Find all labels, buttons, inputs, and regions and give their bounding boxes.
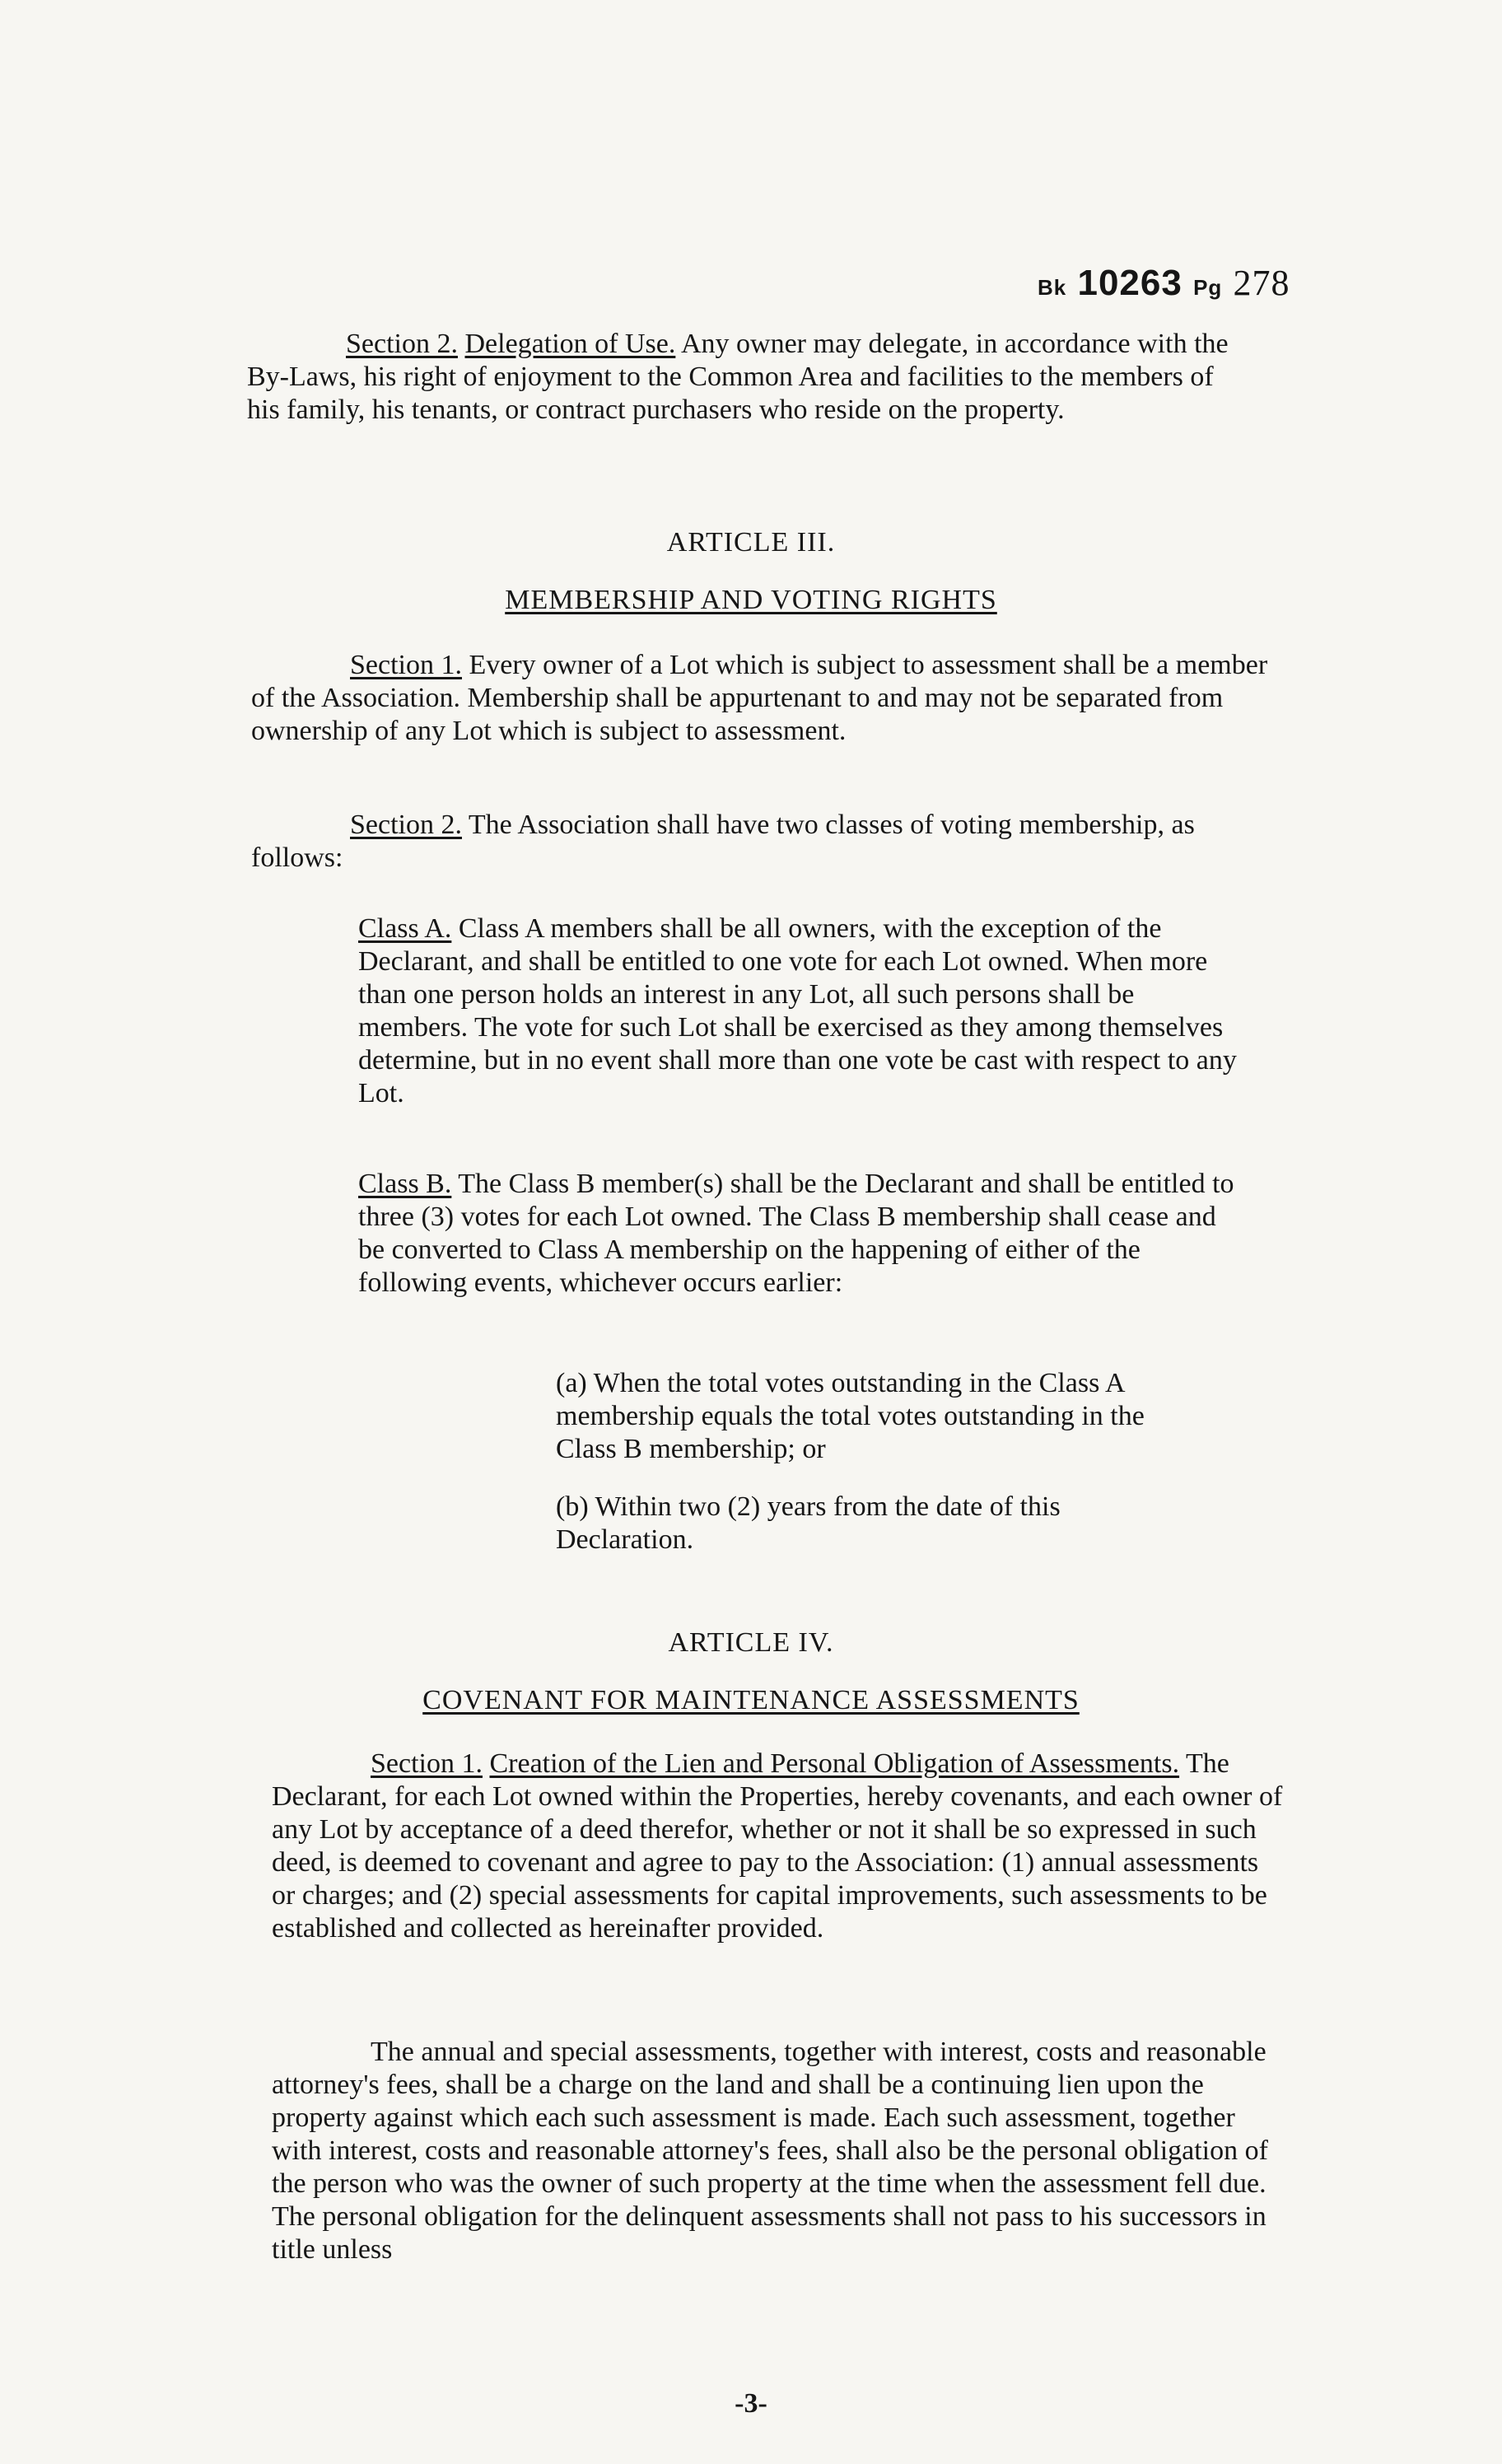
article-3-section-2 [251,809,1280,875]
section-delegation-of-use [247,328,1252,427]
event-a: (a) When the total votes outstanding in the Class A membership equals the total votes outstanding in the Class B membership; or [556,1368,1145,1464]
section-title: Delegation of Use. [464,329,676,359]
section-heading: Section 2. [350,810,462,840]
article-3-title: MEMBERSHIP AND VOTING RIGHTS [505,585,997,615]
section-heading: Section 2. [346,329,458,359]
class-a-text: Class A members shall be all owners, with the exception of the Declarant, and shall be entitled to one vote for each Lot owned. When more than one person holds an interest in any Lot, all such persons shall be members. The vote for such Lot shall be exercised as they among themselves determine, but in no event shall more than one vote be cast with respect to any Lot. [358,913,1237,1108]
article-3-label: ARTICLE III. [666,527,836,558]
page-number: 278 [1233,263,1290,303]
article-4-paragraph-2 [272,2036,1285,2266]
class-a-paragraph [358,912,1248,1110]
class-a-heading: Class A. [358,913,452,944]
article-4-label: ARTICLE IV. [668,1627,834,1658]
class-b-text: The Class B member(s) shall be the Declarant and shall be entitled to three (3) votes for each Lot owned. The Class B membership shall cease and be converted to Class A membership on the happening of either of the following events, whichever occurs earlier: [358,1169,1234,1298]
article-4-section-1 [272,1748,1285,1945]
book-number: 10263 [1077,263,1182,303]
event-b: (b) Within two (2) years from the date of this Declaration. [556,1491,1061,1555]
section-heading: Section 1. [350,650,462,680]
section-text: Every owner of a Lot which is subject to assessment shall be a member of the Association. Membership shall be appurtenant to and may not be separated from ownership of any Lot which is subject to assessment. [251,650,1268,746]
section-text: Any owner may delegate, in [680,329,998,359]
page-footer-number: -3- [735,2388,767,2419]
article-4-title: COVENANT FOR MAINTENANCE ASSESSMENTS [422,1685,1080,1715]
page-label: Pg [1193,275,1223,300]
book-page-reference [1038,262,1290,304]
class-b-paragraph [358,1168,1248,1300]
class-b-heading: Class B. [358,1169,452,1199]
section-heading: Section 1. [371,1748,483,1779]
paragraph-text: The annual and special assessments, together with interest, costs and reasonable attorney's fees, shall be a charge on the land and shall be a continuing lien upon the property against which each such assessment is made. Each such assessment, together with interest, costs and reasonable attorney's fees, shall also be the personal obligation of the person who was the owner of such property at the time when the assessment fell due. The personal obligation for the delinquent assessments shall not pass to his successors in title unless [272,2037,1268,2265]
section-text: The Association shall have two classes of voting membership, as follows: [251,810,1195,873]
section-text: The Declarant, for each Lot owned within the Properties, hereby covenants, and each owner of any Lot by acceptance of a deed therefor, whether or not it shall be so expressed in such deed, is deemed to covenant and agree to pay to the Association: (1) annual assessments or charges; and (2) special assessments for capital improvements, such assessments to be established and collected as hereinafter provided. [272,1748,1283,1944]
book-prefix: Bk [1038,275,1067,300]
section-title: Creation of the Lien and Personal Obligation of Assessments. [489,1748,1180,1779]
section-text-cont: accordance with the By-Laws, his right of enjoyment to the Common Area and facilities to the members of his family, his tenants, or contract purchasers who reside on the property. [247,329,1229,425]
article-3-section-1 [251,649,1280,748]
